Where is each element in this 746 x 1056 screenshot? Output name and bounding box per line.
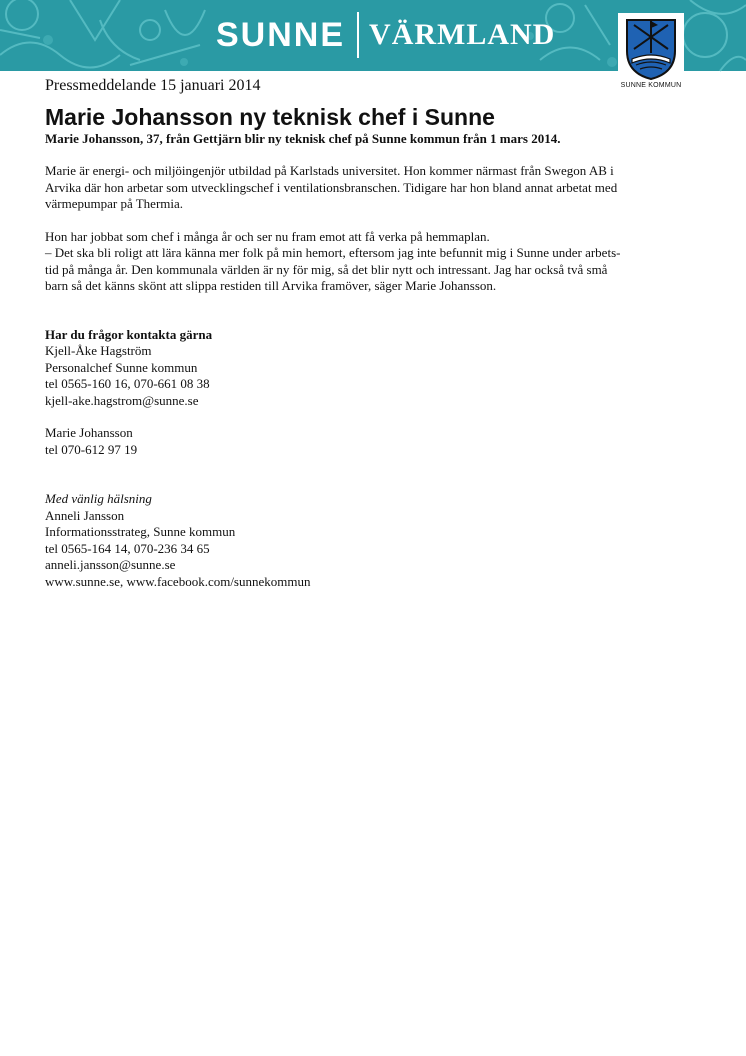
- body-paragraph-2: [45, 229, 665, 295]
- brand-varmland: VÄRMLAND: [369, 18, 556, 51]
- contact-title: Personalchef Sunne kommun: [45, 359, 198, 375]
- text-line: tid på många år. Den kommunala världen är ny för mig, så det blir nytt och intressant. Jag har också två små: [45, 261, 608, 277]
- brand-logo: [216, 12, 555, 58]
- brand-divider: [357, 12, 359, 58]
- text-line: Arvika där hon arbetar som utvecklingschef i ventilationsbranschen. Tidigare har hon bland annat arbetat med: [45, 179, 618, 195]
- signoff-title: Informationsstrateg, Sunne kommun: [45, 524, 236, 539]
- contact-phone: tel 070-612 97 19: [45, 441, 138, 457]
- coat-of-arms-icon: [624, 17, 678, 81]
- contact-section: [45, 327, 665, 410]
- signoff-section: [45, 491, 665, 590]
- body-paragraph-1: [45, 163, 665, 213]
- contact-phone: tel 0565-160 16, 070-661 08 38: [45, 376, 210, 391]
- text-line: Hon har jobbat som chef i många år och ser nu fram emot att få verka på hemmaplan.: [45, 228, 490, 244]
- text-line: – Det ska bli roligt att lära känna mer folk på min hemort, eftersom jag inte befunnit mig i Sunne under arbets-: [45, 245, 621, 260]
- text-line: barn så det känns skönt att slippa restiden till Arvika framöver, säger Marie Johansson.: [45, 278, 497, 293]
- signoff-greeting: Med vänlig hälsning: [45, 491, 152, 506]
- text-line: värmepumpar på Thermia.: [45, 196, 184, 211]
- signoff-web-links[interactable]: www.sunne.se, www.facebook.com/sunnekommun: [45, 573, 311, 589]
- crest-caption: SUNNE KOMMUN: [620, 82, 682, 89]
- brand-sunne: SUNNE: [216, 16, 346, 54]
- dateline: Pressmeddelande 15 januari 2014: [45, 77, 261, 94]
- signoff-email-link[interactable]: anneli.jansson@sunne.se: [45, 557, 176, 572]
- secondary-contact: [45, 425, 665, 458]
- contact-name: Marie Johansson: [45, 425, 133, 440]
- headline: Marie Johansson ny teknisk chef i Sunne: [45, 104, 495, 130]
- press-release-content: [45, 76, 665, 590]
- contact-name: Kjell-Åke Hagström: [45, 343, 152, 358]
- lead-paragraph: Marie Johansson, 37, från Gettjärn blir ny teknisk chef på Sunne kommun från 1 mars 2014.: [45, 131, 561, 146]
- signoff-phone: tel 0565-164 14, 070-236 34 65: [45, 540, 210, 556]
- contact-heading: Har du frågor kontakta gärna: [45, 326, 213, 342]
- signoff-name: Anneli Jansson: [45, 507, 125, 523]
- text-line: Marie är energi- och miljöingenjör utbildad på Karlstads universitet. Hon kommer närmast från Swegon AB i: [45, 163, 614, 178]
- contact-email-link[interactable]: kjell-ake.hagstrom@sunne.se: [45, 392, 199, 408]
